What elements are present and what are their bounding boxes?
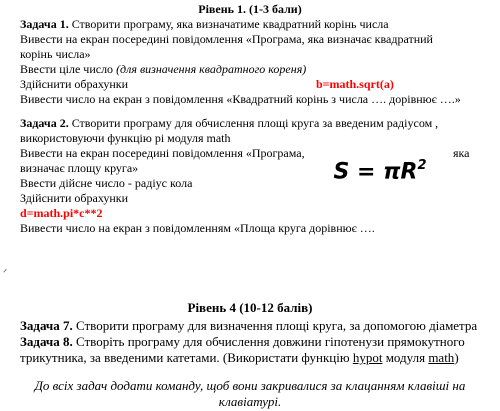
stray-mark: ᐟ — [3, 268, 8, 279]
task8-line2: трикутника, за введеними катетами. (Використати функцію hypot модуля math) — [20, 350, 459, 365]
task2-line3-end: яка — [453, 146, 470, 160]
task1-code: b=math.sqrt(a) — [316, 77, 394, 91]
task2-line1: Задача 2. Створити програму для обчислення площі круга за введеним радіусом , — [20, 116, 439, 130]
task1-label: Задача 1. — [20, 17, 69, 31]
footer-line2: клавіатурі. — [218, 394, 282, 409]
task2-label: Задача 2. — [20, 116, 69, 130]
task8-line1: Задача 8. Створіть програму для обчислення довжини гіпотенузи прямокутного — [20, 334, 465, 349]
level1-title: Рівень 1. (1-3 бали) — [198, 2, 302, 16]
task2-line2: використовуючи функцію pi модуля math — [20, 131, 231, 145]
task1-line1: Задача 1. Створити програму, яка визначатиме квадратний корінь числа — [20, 17, 389, 31]
task8-label: Задача 8. — [20, 334, 73, 349]
level4-title: Рівень 4 (10-12 балів) — [187, 300, 313, 315]
task7-line1: Задача 7. Створити програму для визначення площі круга, за допомогою діаметра — [20, 318, 478, 333]
task2-line5: Ввести дійсне число - радіус кола — [20, 176, 193, 190]
task2-line4: визначає площу круга» — [20, 161, 139, 175]
task2-line7: Вивести число на екран з повідомленням «Площа круга дорівнює …. — [20, 221, 375, 235]
task2-line3: Вивести на екран посередині повідомлення «Програма, — [20, 146, 305, 160]
task2-code: d=math.pi*c**2 — [20, 206, 103, 220]
task1-line4: Ввести ціле число (для визначення квадратного кореня) — [20, 62, 307, 76]
task1-line5: Здійснити обрахунки — [20, 77, 129, 91]
task1-line6: Вивести число на екран з повідомлення «Квадратний корінь з числа …. дорівнює ….» — [20, 92, 461, 106]
task2-line6: Здійснити обрахунки — [20, 191, 129, 205]
footer-line1: До всіх задач додати команду, щоб вони закривалися за клацанням клавіші на — [34, 378, 466, 393]
area-formula: $S = \pi R^2$ — [333, 158, 427, 185]
task7-label: Задача 7. — [20, 318, 73, 333]
task1-line2: Вивести на екран посередині повідомлення «Програма, яка визначає квадратний — [20, 32, 433, 46]
task1-line3: корінь числа» — [20, 47, 91, 61]
